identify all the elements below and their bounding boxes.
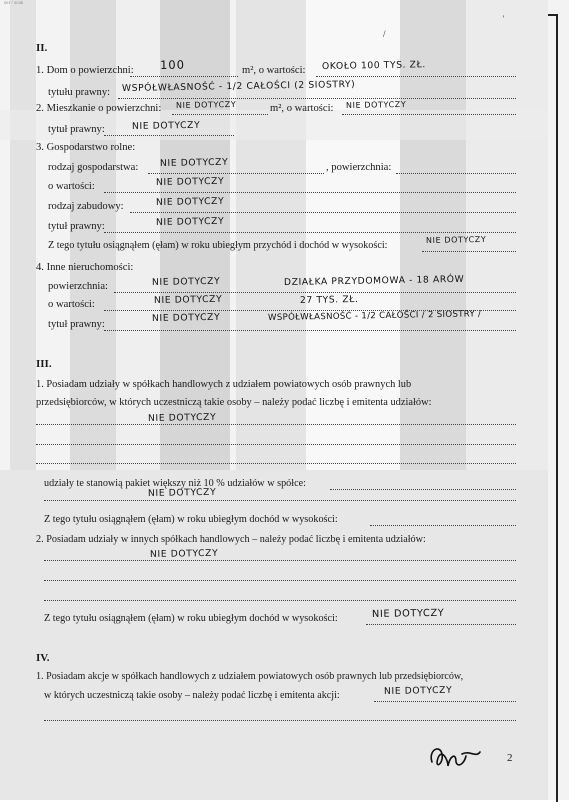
scan-stamp: ocr / scan (4, 1, 24, 6)
shares-pakiet-value: NIE DOTYCZY (147, 486, 217, 499)
farm-label: 3. Gospodarstwo rolne: (36, 142, 136, 153)
shares-p1-line1: 1. Posiadam udziały w spółkach handlowych z udziałem powiatowych osób prawnych lub (36, 379, 412, 390)
dotted-line (44, 560, 516, 561)
other-area-extra: DZIAŁKA PRZYDOMOWA - 18 ARÓW (283, 273, 465, 288)
other-property-label: 4. Inne nieruchomości: (36, 262, 134, 273)
dotted-line (44, 500, 516, 501)
dotted-line (44, 580, 516, 581)
dotted-line (422, 251, 516, 252)
flat-area-label: 2. Mieszkanie o powierzchni: (36, 103, 162, 114)
pen-mark: / (383, 29, 386, 39)
other-area-value: NIE DOTYCZY (151, 275, 221, 288)
dotted-line (44, 720, 516, 721)
section-ii-heading: II. (36, 42, 48, 54)
farm-kind-value: NIE DOTYCZY (159, 156, 229, 169)
shares-p1-line2: przedsiębiorców, w których uczestniczą takie osoby – należy podać liczbę i emitenta udziałów: (36, 397, 432, 408)
flat-value: NIE DOTYCZY (345, 99, 407, 110)
house-area-label: 1. Dom o powierzchni: (36, 65, 134, 76)
dotted-line (104, 330, 516, 331)
stocks-p1-line2: w których uczestniczą takie osoby – należy podać liczbę i emitenta akcji: (44, 690, 340, 701)
corner-mark: ' (503, 14, 505, 23)
dotted-line (118, 98, 516, 99)
house-title-label: tytułu prawny: (48, 87, 111, 98)
farm-build-value: NIE DOTYCZY (155, 195, 225, 208)
stocks-p1-answer: NIE DOTYCZY (383, 684, 453, 697)
shares-p2-answer: NIE DOTYCZY (149, 547, 219, 560)
dotted-line (36, 463, 516, 464)
house-title-value: WSPÓŁWŁASNOŚĆ - 1/2 CAŁOŚCI (2 SIOSTRY) (121, 78, 356, 94)
dotted-line (342, 114, 516, 115)
shares-p1-income-label: Z tego tytułu osiągnąłem (ęłam) w roku ubiegłym dochód w wysokości: (44, 514, 338, 525)
dotted-line (330, 489, 516, 490)
shares-p2-line1: 2. Posiadam udziały w innych spółkach handlowych – należy podać liczbę i emitenta udziałów: (36, 534, 426, 545)
dotted-line (396, 173, 516, 174)
house-unit-label: m², o wartości: (242, 65, 306, 76)
farm-build-label: rodzaj zabudowy: (48, 201, 124, 212)
farm-area-label: , powierzchnia: (326, 162, 392, 173)
shares-pakiet-label: udziały te stanowią pakiet większy niż 10 % udziałów w spółce: (44, 478, 306, 489)
shares-p2-income-label: Z tego tytułu osiągnąłem (ęłam) w roku ubiegłym dochód w wysokości: (44, 613, 338, 624)
section-iv-heading: IV. (36, 652, 50, 664)
dotted-line (130, 76, 238, 77)
dotted-line (44, 600, 516, 601)
dotted-line (36, 424, 516, 425)
farm-income-label: Z tego tytułu osiągnąłem (ęłam) w roku ubiegłym przychód i dochód w wysokości: (48, 240, 388, 251)
farm-value: NIE DOTYCZY (155, 175, 225, 188)
section-iii-heading: III. (36, 358, 52, 370)
dotted-line (374, 701, 516, 702)
dotted-line (104, 135, 234, 136)
dotted-line (130, 212, 516, 213)
other-title-extra: WSPÓŁWŁASNOŚĆ - 1/2 CAŁOŚCI / 2 SIOSTRY / (267, 309, 482, 323)
other-title-value: NIE DOTYCZY (151, 311, 221, 324)
farm-title-label: tytuł prawny: (48, 221, 105, 232)
farm-title-value: NIE DOTYCZY (155, 215, 225, 228)
dotted-line (172, 114, 268, 115)
house-value: OKOŁO 100 TYS. ZŁ. (321, 59, 426, 72)
other-title-label: tytuł prawny: (48, 319, 105, 330)
flat-unit-label: m², o wartości: (270, 103, 334, 114)
signature (426, 740, 486, 776)
page-number: 2 (507, 752, 513, 764)
flat-area-value: NIE DOTYCZY (175, 99, 237, 110)
dotted-line (104, 232, 516, 233)
dotted-line (366, 624, 516, 625)
page-edge-bracket (548, 14, 558, 802)
farm-kind-label: rodzaj gospodarstwa: (48, 162, 139, 173)
dotted-line (114, 292, 516, 293)
dotted-line (316, 76, 516, 77)
stocks-p1-line1: 1. Posiadam akcje w spółkach handlowych z udziałem powiatowych osób prawnych lub przedsiębiorców, (36, 671, 464, 682)
dotted-line (36, 444, 516, 445)
farm-value-label: o wartości: (48, 181, 95, 192)
flat-title-value: NIE DOTYCZY (131, 119, 201, 132)
dotted-line (104, 192, 516, 193)
dotted-line (148, 173, 324, 174)
farm-income-value: NIE DOTYCZY (425, 234, 487, 245)
shares-p1-answer: NIE DOTYCZY (147, 411, 217, 424)
other-value-label: o wartości: (48, 299, 95, 310)
shares-p2-income-value: NIE DOTYCZY (371, 607, 445, 620)
house-area-value: 100 (159, 57, 186, 72)
other-area-label: powierzchnia: (48, 281, 109, 292)
dotted-line (370, 525, 516, 526)
other-value-extra: 27 TYS. ZŁ. (299, 293, 359, 306)
other-value: NIE DOTYCZY (153, 293, 223, 306)
flat-title-label: tytuł prawny: (48, 124, 105, 135)
